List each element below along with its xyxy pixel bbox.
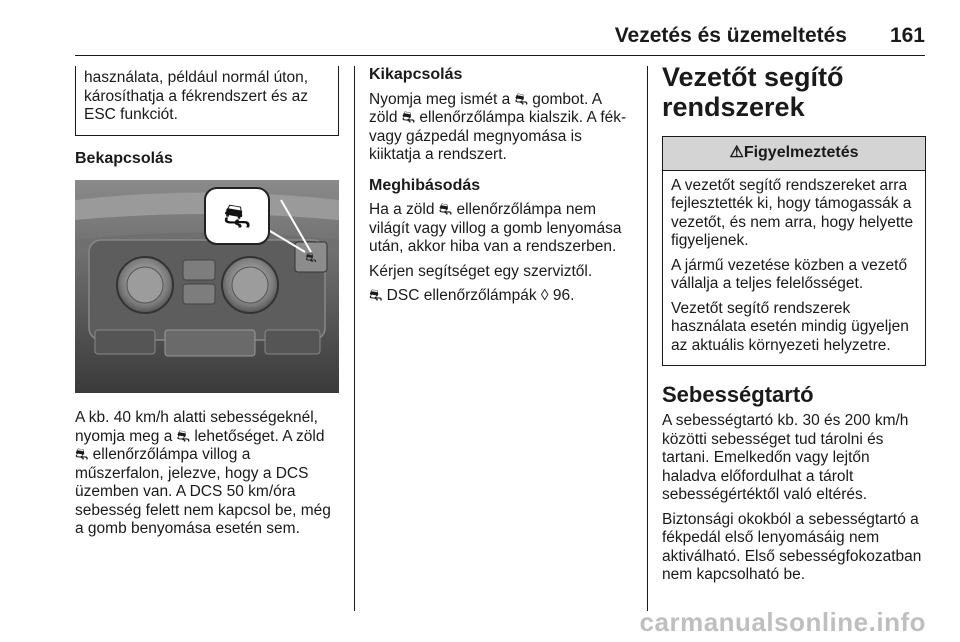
paragraph: Kérjen segítséget egy szerviztől. [369, 262, 593, 280]
warning-box [662, 136, 926, 366]
cross-reference[interactable]: ⛐ DSC ellenőrzőlámpák ◊ 96. [369, 287, 575, 304]
continued-note-box [75, 66, 339, 136]
dashboard-svg [75, 180, 339, 393]
paragraph: A sebességtartó kb. 30 és 200 km/h közötti sebességet tud tárolni és tartani. Emelkedőn vagy lejtőn haladva előfordulhat a tárolt sebességértéktől való eltérés. [662, 412, 909, 503]
column-divider-1 [354, 66, 355, 611]
page-header [75, 24, 925, 54]
warning-header [663, 137, 925, 171]
column-3 [662, 62, 926, 591]
chapter-title: Vezetés és üzemeltetés [614, 24, 847, 47]
warning-triangle-icon: ⚠ [729, 144, 744, 161]
heading-bekapcsolas: Bekapcsolás [75, 149, 173, 167]
column-1 [75, 66, 339, 539]
column-divider-2 [647, 66, 648, 611]
svg-text:⛐: ⛐ [305, 251, 317, 266]
paragraph: Nyomja meg ismét a ⛐ gombot. A zöld ⛐ ellenőrzőlámpa kialszik. A fék-vagy gázpedál megnyomása is kiiktatja a rendszert. [369, 90, 627, 163]
column-2 [369, 66, 633, 312]
warning-paragraph: Vezetőt segítő rendszerek használata esetén mindig ügyeljen az aktuális környezeti helyzetre. [671, 299, 909, 354]
dashboard-illustration [75, 180, 339, 393]
paragraph: Ha a zöld ⛐ ellenőrzőlámpa nem világít vagy villog a gomb lenyomása után, akkor hiba van a rendszerben. [369, 201, 622, 255]
page-number: 161 [889, 24, 925, 47]
warning-body [663, 171, 925, 366]
warning-title: Figyelmeztetés [743, 144, 859, 161]
svg-text:⛐: ⛐ [223, 197, 251, 235]
note-line: használata, például normál úton, [84, 69, 309, 86]
note-line: károsíthatja a fékrendszert és az [84, 87, 309, 105]
main-title-line: rendszerek [662, 92, 805, 122]
warning-paragraph: A jármű vezetése közben a vezető vállalja a teljes felelősséget. [671, 256, 908, 292]
note-line: ESC funkciót. [84, 106, 178, 123]
warning-paragraph: A vezetőt segítő rendszereket arra fejlesztették ki, hogy támogassák a vezetőt, és nem arra, hogy helyette figyeljenek. [671, 176, 914, 249]
watermark: carmanualsonline.info [639, 607, 926, 637]
heading-kikapcsolas: Kikapcsolás [369, 66, 463, 83]
paragraph: Biztonsági okokból a sebességtartó a fékpedál első lenyomásáig nem aktiválható. Első sebességfokozatban nem kapcsolható be. [662, 510, 922, 583]
section-title: Sebességtartó [662, 382, 814, 407]
main-title [662, 62, 926, 122]
heading-meghibasodas: Meghibásodás [369, 176, 481, 194]
header-rule [75, 55, 925, 56]
figure-caption: A kb. 40 km/h alatti sebességeknél, nyomja meg a ⛐ lehetőséget. A zöld ⛐ ellenőrzőlámpa villog a műszerfalon, jelezve, hogy a DCS üzemben van. A DCS 50 km/óra sebesség felett nem kapcsol be, még a gomb benyomása esetén sem. [75, 409, 331, 537]
main-title-line: Vezetőt segítő [662, 62, 844, 92]
